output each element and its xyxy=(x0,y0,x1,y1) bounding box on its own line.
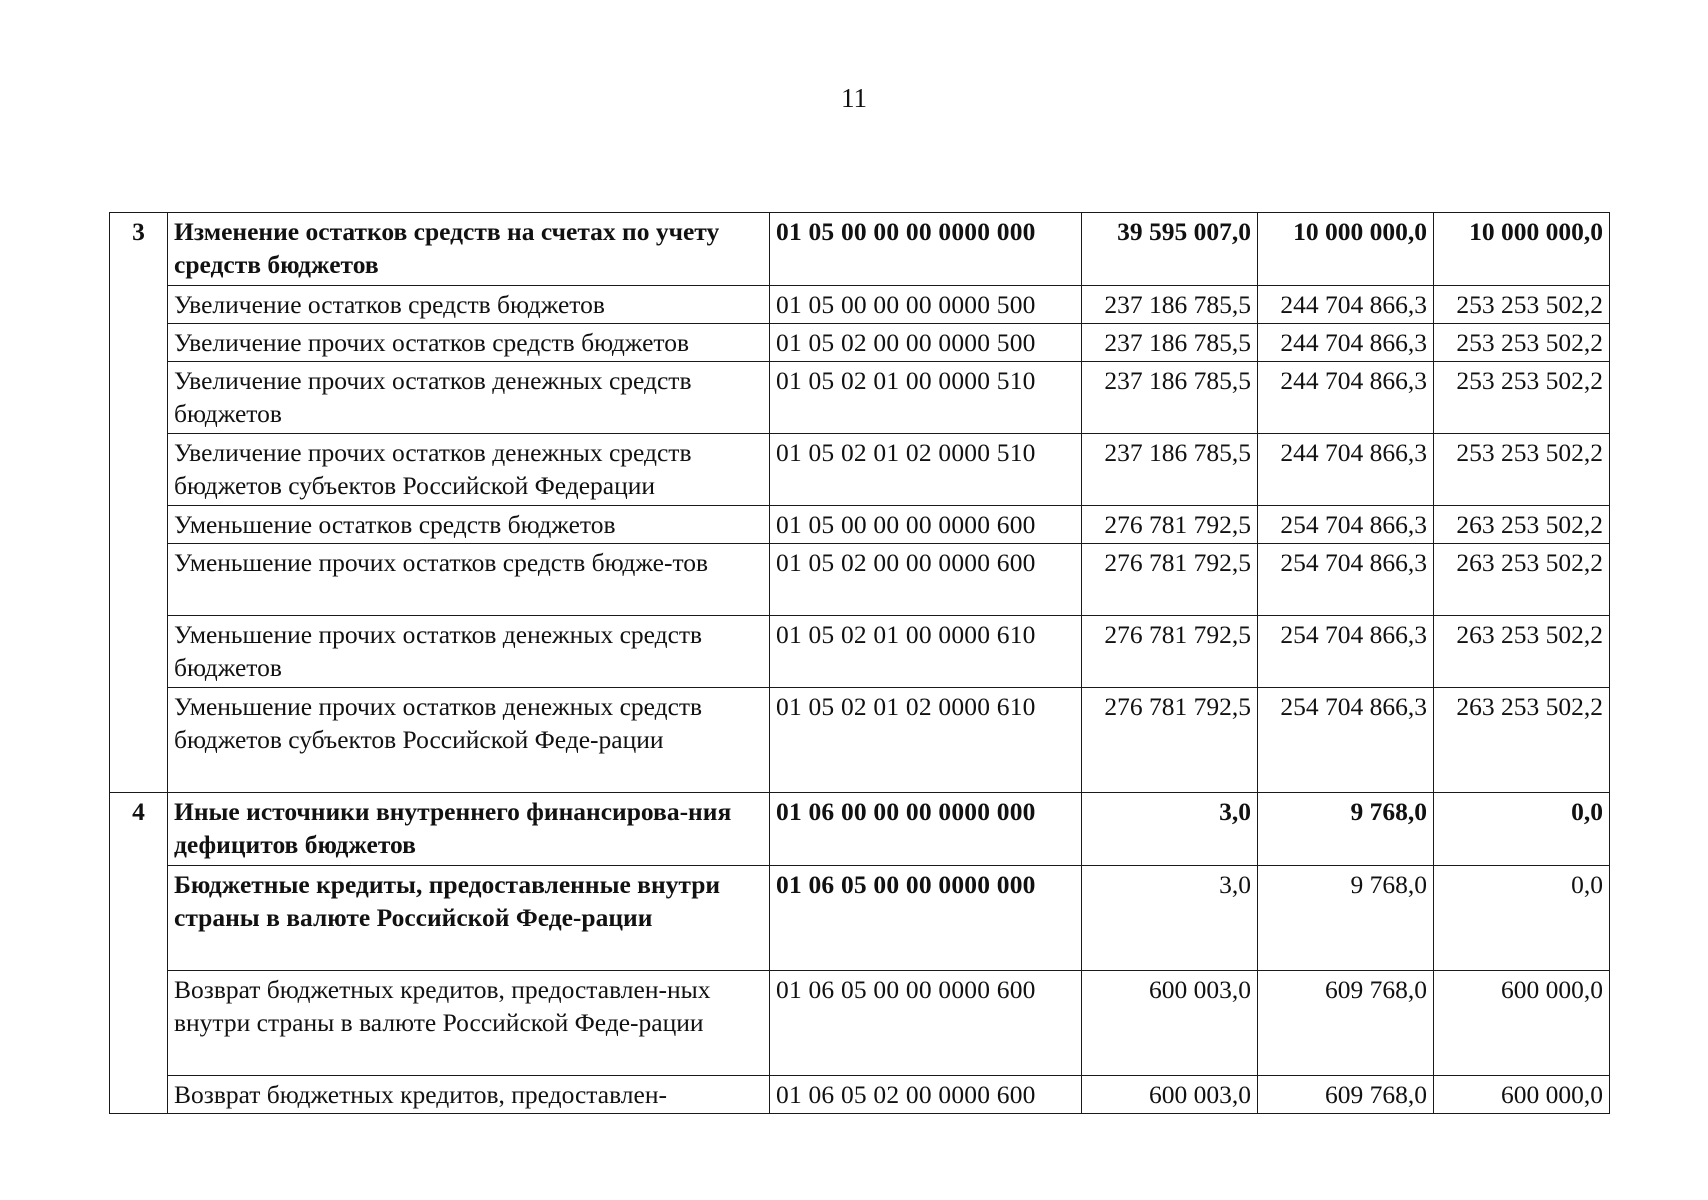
row-amount-year3-cell: 600 000,0 xyxy=(1434,971,1610,1076)
row-amount-year3-cell: 10 000 000,0 xyxy=(1434,213,1610,286)
row-amount-year1-cell: 276 781 792,5 xyxy=(1082,616,1258,688)
row-label-cell: Иные источники внутреннего финансирова-ния дефицитов бюджетов xyxy=(168,793,770,866)
row-code-cell: 01 05 02 01 00 0000 510 xyxy=(770,362,1082,434)
row-amount-year3-cell: 263 253 502,2 xyxy=(1434,616,1610,688)
row-amount-year2-cell: 9 768,0 xyxy=(1258,793,1434,866)
budget-sources-table xyxy=(109,212,1610,1114)
row-amount-year1-cell: 39 595 007,0 xyxy=(1082,213,1258,286)
row-amount-year1-cell: 276 781 792,5 xyxy=(1082,688,1258,793)
row-amount-year1-cell: 3,0 xyxy=(1082,866,1258,971)
row-code-cell: 01 06 00 00 00 0000 000 xyxy=(770,793,1082,866)
row-amount-year1-cell: 237 186 785,5 xyxy=(1082,286,1258,324)
table-row xyxy=(110,213,1610,286)
table-row xyxy=(110,362,1610,434)
row-amount-year3-cell: 0,0 xyxy=(1434,866,1610,971)
row-amount-year3-cell: 600 000,0 xyxy=(1434,1076,1610,1114)
table-row xyxy=(110,286,1610,324)
row-amount-year2-cell: 244 704 866,3 xyxy=(1258,286,1434,324)
row-label-cell: Уменьшение прочих остатков средств бюдже-тов xyxy=(168,544,770,616)
row-amount-year3-cell: 253 253 502,2 xyxy=(1434,362,1610,434)
row-amount-year2-cell: 609 768,0 xyxy=(1258,971,1434,1076)
row-amount-year3-cell: 253 253 502,2 xyxy=(1434,434,1610,506)
row-code-cell: 01 06 05 00 00 0000 000 xyxy=(770,866,1082,971)
row-code-cell: 01 06 05 02 00 0000 600 xyxy=(770,1076,1082,1114)
row-amount-year2-cell: 244 704 866,3 xyxy=(1258,434,1434,506)
table-row xyxy=(110,866,1610,971)
row-amount-year3-cell: 263 253 502,2 xyxy=(1434,506,1610,544)
row-amount-year2-cell: 254 704 866,3 xyxy=(1258,544,1434,616)
row-amount-year3-cell: 263 253 502,2 xyxy=(1434,688,1610,793)
row-label-cell: Уменьшение прочих остатков денежных средств бюджетов xyxy=(168,616,770,688)
row-amount-year1-cell: 600 003,0 xyxy=(1082,971,1258,1076)
row-label-cell: Возврат бюджетных кредитов, предоставлен- xyxy=(168,1076,770,1114)
row-amount-year1-cell: 276 781 792,5 xyxy=(1082,506,1258,544)
row-amount-year2-cell: 9 768,0 xyxy=(1258,866,1434,971)
row-label-cell: Уменьшение прочих остатков денежных средств бюджетов субъектов Российской Феде-рации xyxy=(168,688,770,793)
row-code-cell: 01 05 00 00 00 0000 500 xyxy=(770,286,1082,324)
row-label-cell: Бюджетные кредиты, предоставленные внутри страны в валюте Российской Феде-рации xyxy=(168,866,770,971)
row-amount-year3-cell: 253 253 502,2 xyxy=(1434,286,1610,324)
row-label-cell: Увеличение прочих остатков денежных средств бюджетов xyxy=(168,362,770,434)
table-row xyxy=(110,1076,1610,1114)
row-number-cell: 3 xyxy=(110,213,168,793)
row-code-cell: 01 05 00 00 00 0000 000 xyxy=(770,213,1082,286)
row-label-cell: Возврат бюджетных кредитов, предоставлен-ных внутри страны в валюте Российской Феде-рации xyxy=(168,971,770,1076)
row-amount-year3-cell: 253 253 502,2 xyxy=(1434,324,1610,362)
table-row xyxy=(110,971,1610,1076)
row-amount-year2-cell: 254 704 866,3 xyxy=(1258,506,1434,544)
row-amount-year1-cell: 276 781 792,5 xyxy=(1082,544,1258,616)
table-row xyxy=(110,793,1610,866)
row-code-cell: 01 05 02 01 02 0000 510 xyxy=(770,434,1082,506)
row-amount-year2-cell: 10 000 000,0 xyxy=(1258,213,1434,286)
row-label-cell: Увеличение прочих остатков средств бюджетов xyxy=(168,324,770,362)
row-label-cell: Изменение остатков средств на счетах по учету средств бюджетов xyxy=(168,213,770,286)
row-amount-year1-cell: 237 186 785,5 xyxy=(1082,362,1258,434)
row-amount-year1-cell: 3,0 xyxy=(1082,793,1258,866)
row-amount-year1-cell: 600 003,0 xyxy=(1082,1076,1258,1114)
row-amount-year1-cell: 237 186 785,5 xyxy=(1082,324,1258,362)
row-code-cell: 01 05 02 01 00 0000 610 xyxy=(770,616,1082,688)
row-number-cell: 4 xyxy=(110,793,168,1114)
table-row xyxy=(110,544,1610,616)
table-row xyxy=(110,688,1610,793)
row-amount-year3-cell: 263 253 502,2 xyxy=(1434,544,1610,616)
row-code-cell: 01 06 05 00 00 0000 600 xyxy=(770,971,1082,1076)
row-amount-year2-cell: 244 704 866,3 xyxy=(1258,324,1434,362)
row-label-cell: Увеличение прочих остатков денежных средств бюджетов субъектов Российской Федерации xyxy=(168,434,770,506)
row-code-cell: 01 05 00 00 00 0000 600 xyxy=(770,506,1082,544)
table-row xyxy=(110,616,1610,688)
row-code-cell: 01 05 02 00 00 0000 600 xyxy=(770,544,1082,616)
row-label-cell: Уменьшение остатков средств бюджетов xyxy=(168,506,770,544)
row-label-cell: Увеличение остатков средств бюджетов xyxy=(168,286,770,324)
row-amount-year3-cell: 0,0 xyxy=(1434,793,1610,866)
row-code-cell: 01 05 02 01 02 0000 610 xyxy=(770,688,1082,793)
table-row xyxy=(110,324,1610,362)
row-amount-year2-cell: 254 704 866,3 xyxy=(1258,616,1434,688)
row-amount-year2-cell: 244 704 866,3 xyxy=(1258,362,1434,434)
row-code-cell: 01 05 02 00 00 0000 500 xyxy=(770,324,1082,362)
row-amount-year2-cell: 609 768,0 xyxy=(1258,1076,1434,1114)
row-amount-year2-cell: 254 704 866,3 xyxy=(1258,688,1434,793)
table-row xyxy=(110,506,1610,544)
row-amount-year1-cell: 237 186 785,5 xyxy=(1082,434,1258,506)
page-number: 11 xyxy=(841,83,867,113)
table-row xyxy=(110,434,1610,506)
